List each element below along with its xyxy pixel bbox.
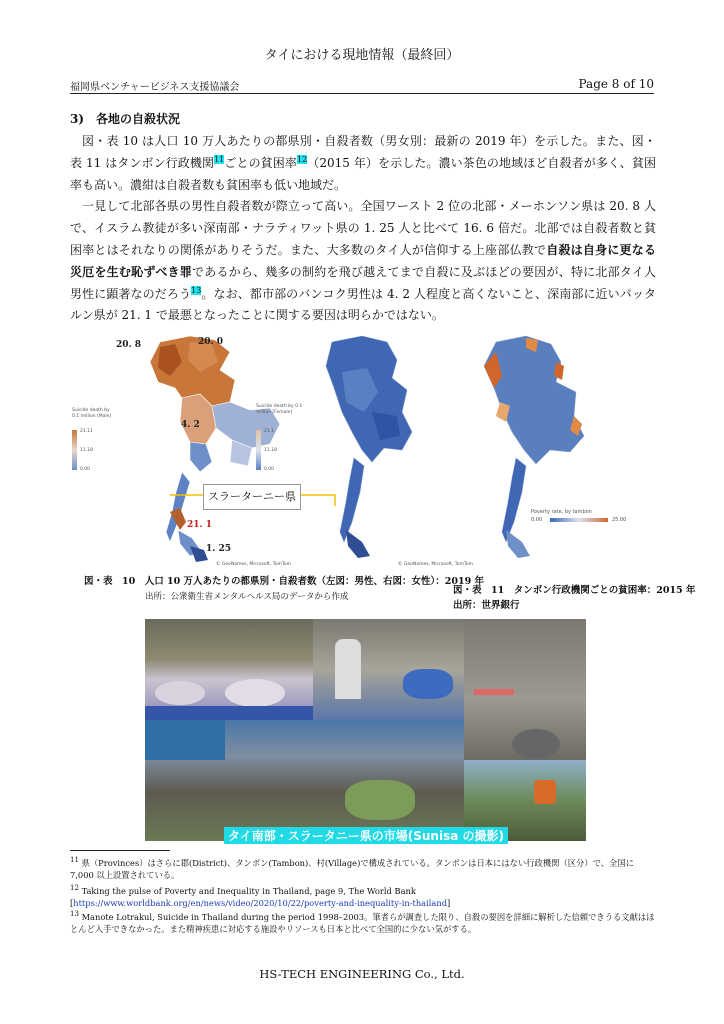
footnote-13-text: Manote Lotrakul, Suicide in Thailand during the period 1998–2003。筆者らが調査した限り、自殺の要因を詳細に解析した信頼できうる文献はほとんど入手できなかった。また精神疾患に対応する施設やリソースも日本と比べて全国的に少ない気がする。: [70, 911, 655, 934]
footnote-12-link[interactable]: https://www.worldbank.org/en/news/video/2020/10/22/poverty-and-inequality-in-thailand: [73, 897, 448, 908]
poverty-legend-max: 25.00: [612, 517, 627, 523]
document-title: タイにおける現地情報（最終回）: [264, 48, 460, 63]
figure11-caption: [453, 583, 703, 613]
footnote-12: $^{12}$ Taking the pulse of Poverty and Inequality in Thailand, page 9, The World Bank [https://www.worldbank.org/en/news/video/2020/10/22/poverty-and-inequality-in-thailand]: [70, 884, 451, 908]
poverty-legend-gradient: [550, 518, 608, 522]
p2-bold-text: 自殺は自身に更なる災厄を生む恥ずべき罪: [70, 242, 656, 279]
male-legend-mid: 11.18: [80, 448, 93, 453]
male-suicide-map: [120, 332, 320, 572]
surat-thani-callout: スラーターニー県: [203, 484, 301, 510]
male-legend-title: Suicide death by 0.1 million (Male): [72, 408, 112, 419]
footnote-ref-11[interactable]: 11: [214, 154, 225, 164]
figure11-caption-text: 図・表 11 タンボン行政機関ごとの貧困率：2015 年: [453, 585, 696, 596]
p2-text-a: 一見して北部各県の男性自殺者数が際立って高い。全国ワースト 2 位の北部・メーホンソン県は 20. 8 人で、イスラム教徒が多い深南部・ナラティワット県の 1. 25 人と比べて 16. 6 倍だ。北部では自殺者数と貧困率とはそれなりの関係がありそうだ。また、大多数のタイ人が信仰する上座部仏教で: [70, 199, 656, 257]
figure10-caption: 図・表 10 人口 10 万人あたりの都県別・自殺者数（左図：男性、右図：女性）：2019 年: [84, 576, 485, 587]
poverty-legend-min: 0.00: [531, 517, 543, 523]
body-text: [70, 131, 656, 327]
figure11-source: 出所：世界銀行: [453, 600, 520, 611]
footnote-ref-12[interactable]: 12: [296, 154, 308, 164]
female-legend-gradient: [256, 430, 261, 470]
female-legend-mid: 11.18: [264, 448, 277, 453]
footnote-12-text: Taking the pulse of Poverty and Inequality in Thailand, page 9, The World Bank: [81, 885, 416, 896]
organization-name: 福岡県ベンチャービジネス支援協議会: [70, 82, 240, 93]
figure10-source: 出所：公衆衛生省メンタルヘルス局のデータから作成: [145, 592, 349, 602]
female-legend-min: 0.00: [264, 467, 275, 472]
male-map-credit: © GeoNames, Microsoft, TomTom: [216, 562, 292, 567]
page-footer: HS-TECH ENGINEERING Co., Ltd.: [259, 967, 465, 981]
female-legend-title: Suicide death by 0.1 million [Female]: [256, 404, 303, 415]
p1-text-c: （2015 年）を示した。濃い茶色の地域ほど自殺者が多く、貧困率も高い。濃紺は自殺者数も貧困率も低い地域だ。: [70, 155, 656, 192]
footnote-11-text: 県（Provinces）はさらに郡(District)、タンボン(Tambon)、村(Village)で構成されている。タンボンは日本にはない行政機関（区分）で、全国に 7,000 以上設置されている。: [70, 857, 634, 880]
footnote-13: [70, 908, 660, 935]
market-photo-1: [145, 619, 313, 720]
footnote-11: [70, 854, 660, 881]
poverty-map: [466, 332, 616, 572]
female-suicide-map: [312, 332, 432, 572]
female-map-credit: © GeoNames, Microsoft, TomTom: [398, 562, 474, 567]
female-legend-max: 21.1: [264, 429, 275, 434]
label-bangkok: 4. 2: [181, 420, 200, 430]
page-number: Page 8 of 10: [578, 77, 654, 91]
p1-text-a: 図・表 10 は人口 10 万人あたりの都県別・自殺者数（男女別：最新の 2019 年）を示した。また、図・表 11 はタンボン行政機関: [70, 134, 656, 170]
paragraph-1: [70, 131, 656, 196]
p2-text-b: であるから、幾多の制約を飛び越えてまで自殺に及ぶほどの要因が、特に北部タイ人男性に顕著なのだろう: [70, 264, 657, 301]
label-phatthalung: 21. 1: [187, 520, 213, 530]
footnote-13-number: 13: [70, 910, 79, 918]
label-north-20: 20. 0: [198, 337, 224, 347]
header-divider: [70, 93, 654, 94]
male-legend-max: 21.11: [80, 429, 93, 434]
p1-text-b: ごとの貧困率: [224, 155, 297, 170]
section-heading: 3) 各地の自殺状況: [70, 112, 181, 126]
poverty-legend-title: Poverty rate, by tambon: [531, 509, 592, 515]
male-legend-min: 0.00: [80, 467, 91, 472]
footnote-11-number: 11: [70, 856, 79, 864]
p2-text-c: 。なお、都市部のバンコク男性は 4. 2 人程度と高くないこと、深南部に近いパッタルン県が 21. 1 で最悪となったことに関する要因は明らかではない。: [70, 286, 656, 323]
label-narathiwat: 1. 25: [206, 544, 232, 554]
footnote-divider: [70, 850, 170, 851]
photo-caption: タイ南部・スラータニー県の市場(Sunisa の撮影): [224, 827, 508, 844]
paragraph-2: [70, 196, 656, 327]
footnote-ref-13[interactable]: 13: [191, 285, 202, 295]
footnote-12-number: 12: [70, 884, 79, 892]
male-legend-gradient: [72, 430, 77, 470]
market-photo-2: [313, 619, 464, 720]
market-photo-4: [145, 720, 464, 841]
label-mae-hong-son: 20. 8: [116, 340, 142, 350]
